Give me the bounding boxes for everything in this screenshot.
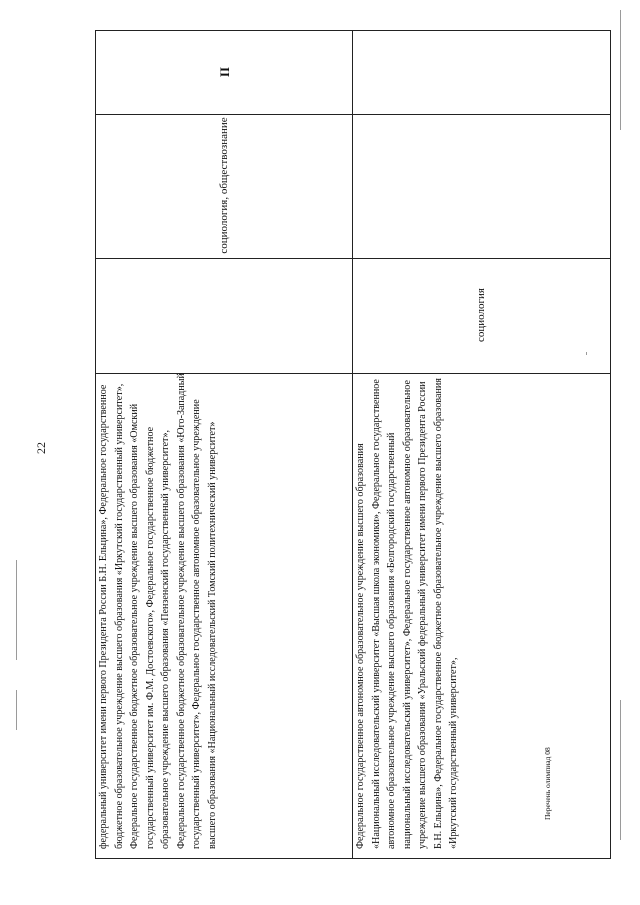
scan-mark-bottom [620, 700, 621, 840]
page-number: 22 [34, 442, 48, 454]
organizers-text-row-2: Федеральное государственное автономное образовательное учреждение высшего образования «Национальный исследовательский университет «Высшая школа экономики», Федеральное государственное автономное образовательное учреждение высшего образования «Белгородский государственный национальный исследовательский университет», Федеральное государственное автономное образовательное учреждение высшего образования «Уральский федеральный университет имени первого Президента России Б.Н. Ельцина», Федеральное государственное бюджетное образовательное учреждение высшего образования «Иркутский государственный университет», [355, 378, 459, 849]
organizers-cell-row-2 [353, 373, 610, 857]
subjects-text-row-1: социология, обществознание [217, 117, 230, 254]
subjects-cell-row-2 [353, 114, 610, 257]
profile-cell-row-1 [96, 258, 352, 372]
level-cell-row-2 [353, 31, 610, 113]
scan-mark-left [16, 560, 17, 660]
subjects-cell-row-1 [96, 114, 352, 257]
scan-mark-top [620, 10, 621, 130]
footer-text: Перечень олимпиад 08 [543, 747, 552, 820]
organizers-cell-row-1 [96, 373, 352, 857]
profile-text-row-2: социология [475, 288, 487, 342]
profile-cell-row-2 [353, 258, 610, 372]
level-text-row-1: II [216, 66, 232, 78]
organizers-text-row-1: федеральный университет имени первого Президента России Б.Н. Ельцина», Федеральное государственное бюджетное образовательное учреждение высшего образования «Иркутский государственный университет», Федеральное государственное бюджетное образовательное учреждение высшего образования «Омский государственный университет им. Ф.М. Достоевского», Федеральное государственное бюджетное образовательное учреждение высшего образования «Пензенский государственный университет», Федеральное государственное бюджетное образовательное учреждение высшего образования «Юго-Западный государственный университет», Федеральное государственное автономное образовательное учреждение высшего образования «Национальный исследовательский Томский политехнический университет» [98, 373, 218, 849]
scan-mark-left-2 [16, 690, 17, 730]
level-cell-row-1 [96, 31, 352, 113]
